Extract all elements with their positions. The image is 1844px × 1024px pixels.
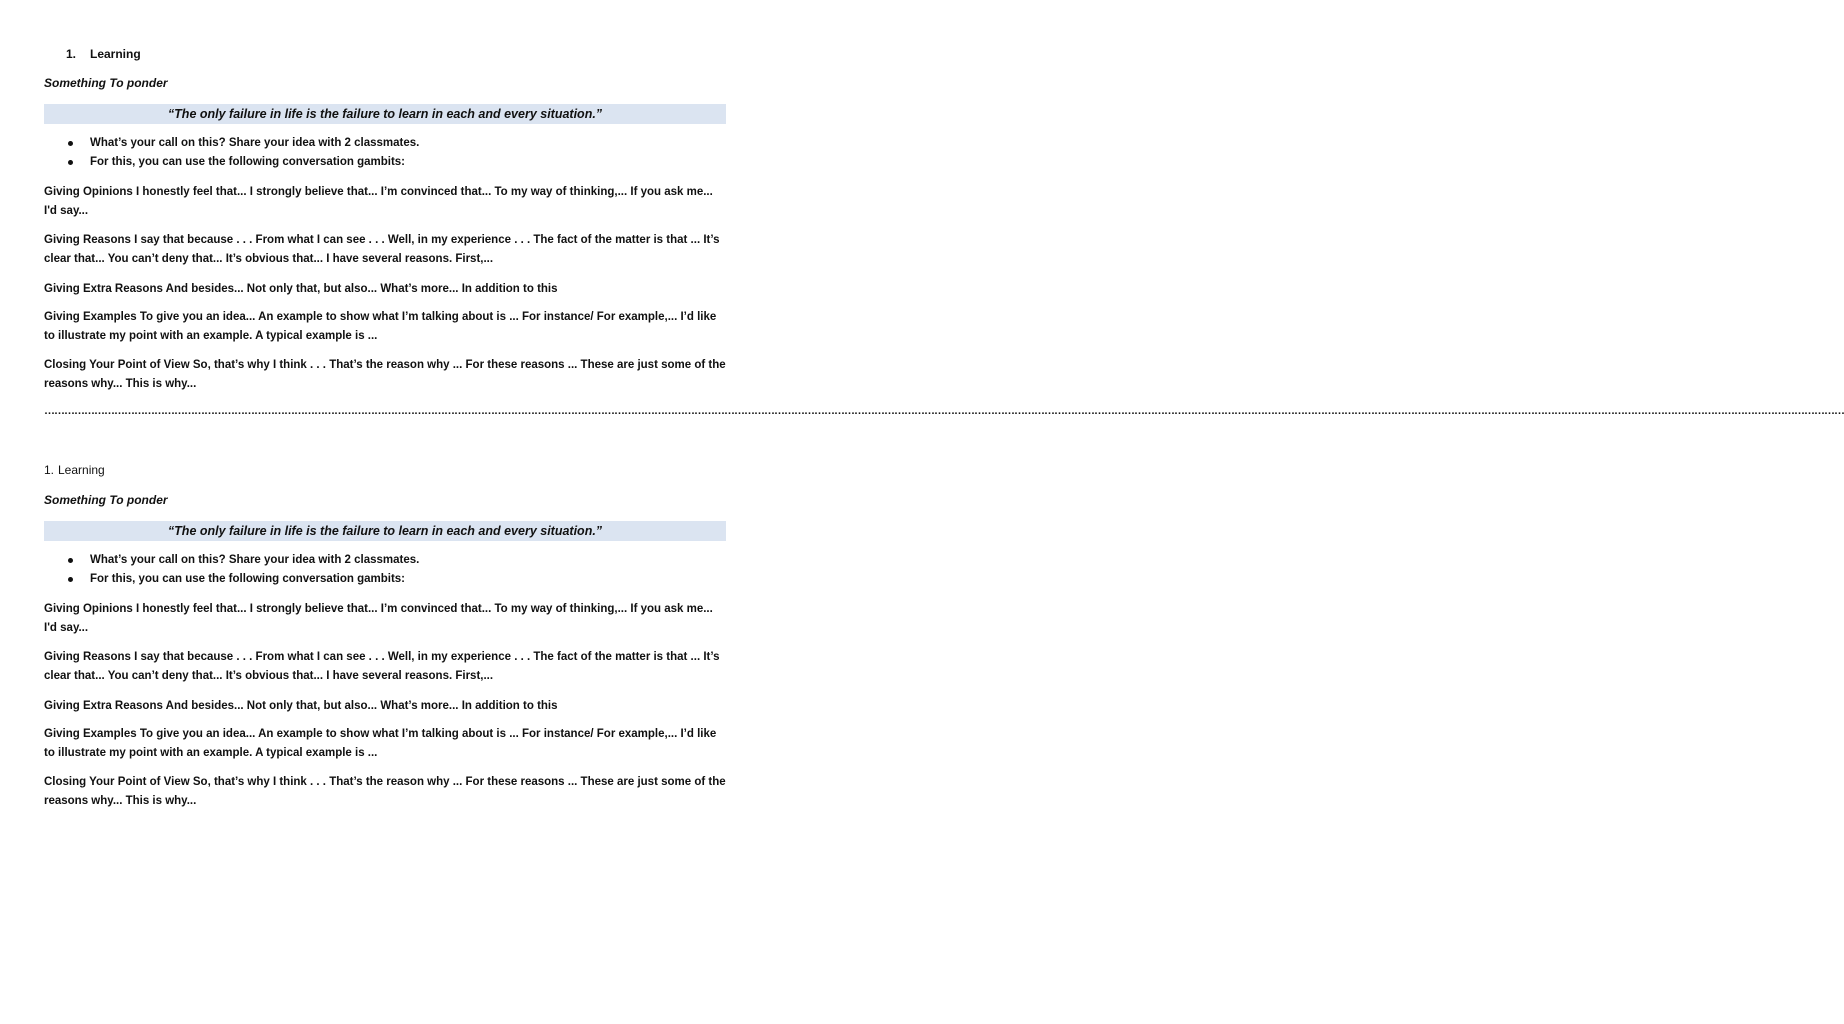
bullet-item: What’s your call on this? Share your idea with 2 classmates. — [44, 551, 419, 570]
gambit-paragraph — [44, 773, 726, 811]
section-title: Learning — [90, 47, 141, 61]
gambit-paragraph — [44, 308, 726, 346]
gambit-paragraph — [44, 231, 726, 269]
quote-banner: “The only failure in life is the failure to learn in each and every situation.” — [44, 521, 726, 541]
bullet-item: What’s your call on this? Share your idea with 2 classmates. — [44, 134, 419, 153]
gambit-text: To give you an idea... An example to show what I’m talking about is ... For instance/ For example,... I’d like to illustrate my point with an example. A typical example is ... — [44, 728, 717, 759]
section-title: Learning — [58, 463, 105, 477]
gambit-label: Giving Examples — [44, 311, 137, 323]
gambit-paragraph — [44, 697, 726, 716]
section-number: 1. — [66, 47, 77, 61]
gambit-paragraph — [44, 280, 726, 299]
gambit-paragraph — [44, 600, 726, 638]
gambit-text: So, that’s why I think . . . That’s the reason why ... For these reasons ... These are just some of the reasons why... This is why... — [44, 359, 726, 390]
gambit-text: And besides... Not only that, but also... What’s more... In addition to this — [162, 700, 558, 712]
gambit-label: Giving Reasons — [44, 651, 131, 663]
section-heading — [44, 463, 105, 477]
section-subtitle: Something To ponder — [44, 493, 168, 507]
bullet-item: For this, you can use the following conversation gambits: — [44, 153, 419, 172]
quote-banner: “The only failure in life is the failure to learn in each and every situation.” — [44, 104, 726, 124]
gambit-text: I honestly feel that... I strongly believe that... I’m convinced that... To my way of thinking,... If you ask me... I'd say... — [44, 603, 713, 634]
gambit-paragraph — [44, 648, 726, 686]
gambit-label: Giving Opinions — [44, 603, 133, 615]
section-subtitle: Something To ponder — [44, 76, 168, 90]
gambit-label: Giving Extra Reasons — [44, 700, 163, 712]
gambit-label: Closing Your Point of View — [44, 359, 190, 371]
dotted-separator: ……………………………………………………………………………………………………………………………………………………………………………………………………………………………………………………………………………………………………………………………………………………………………………………………………………………………………………………………………………………………… — [44, 405, 1844, 417]
gambit-text: I say that because . . . From what I can see . . . Well, in my experience . . . The fact of the matter is that ... It’s clear that... You can’t deny that... It’s obvious that... I have several reasons. First,... — [44, 651, 720, 682]
gambit-paragraph — [44, 356, 726, 394]
gambit-text: To give you an idea... An example to show what I’m talking about is ... For instance/ For example,... I’d like to illustrate my point with an example. A typical example is ... — [44, 311, 717, 342]
section-number: 1. — [44, 463, 55, 477]
gambit-paragraph — [44, 183, 726, 221]
gambit-label: Giving Reasons — [44, 234, 131, 246]
gambit-paragraph — [44, 725, 726, 763]
gambit-text: I honestly feel that... I strongly believe that... I’m convinced that... To my way of thinking,... If you ask me... I'd say... — [44, 186, 713, 217]
bullet-item: For this, you can use the following conversation gambits: — [44, 570, 419, 589]
gambit-label: Giving Examples — [44, 728, 137, 740]
gambit-label: Giving Opinions — [44, 186, 133, 198]
section-heading — [66, 47, 141, 61]
gambit-label: Giving Extra Reasons — [44, 283, 163, 295]
gambit-text: And besides... Not only that, but also... What’s more... In addition to this — [162, 283, 558, 295]
bullet-list — [44, 134, 419, 172]
gambit-text: I say that because . . . From what I can see . . . Well, in my experience . . . The fact of the matter is that ... It’s clear that... You can’t deny that... It’s obvious that... I have several reasons. First,... — [44, 234, 720, 265]
gambit-text: So, that’s why I think . . . That’s the reason why ... For these reasons ... These are just some of the reasons why... This is why... — [44, 776, 726, 807]
gambit-label: Closing Your Point of View — [44, 776, 190, 788]
bullet-list — [44, 551, 419, 589]
